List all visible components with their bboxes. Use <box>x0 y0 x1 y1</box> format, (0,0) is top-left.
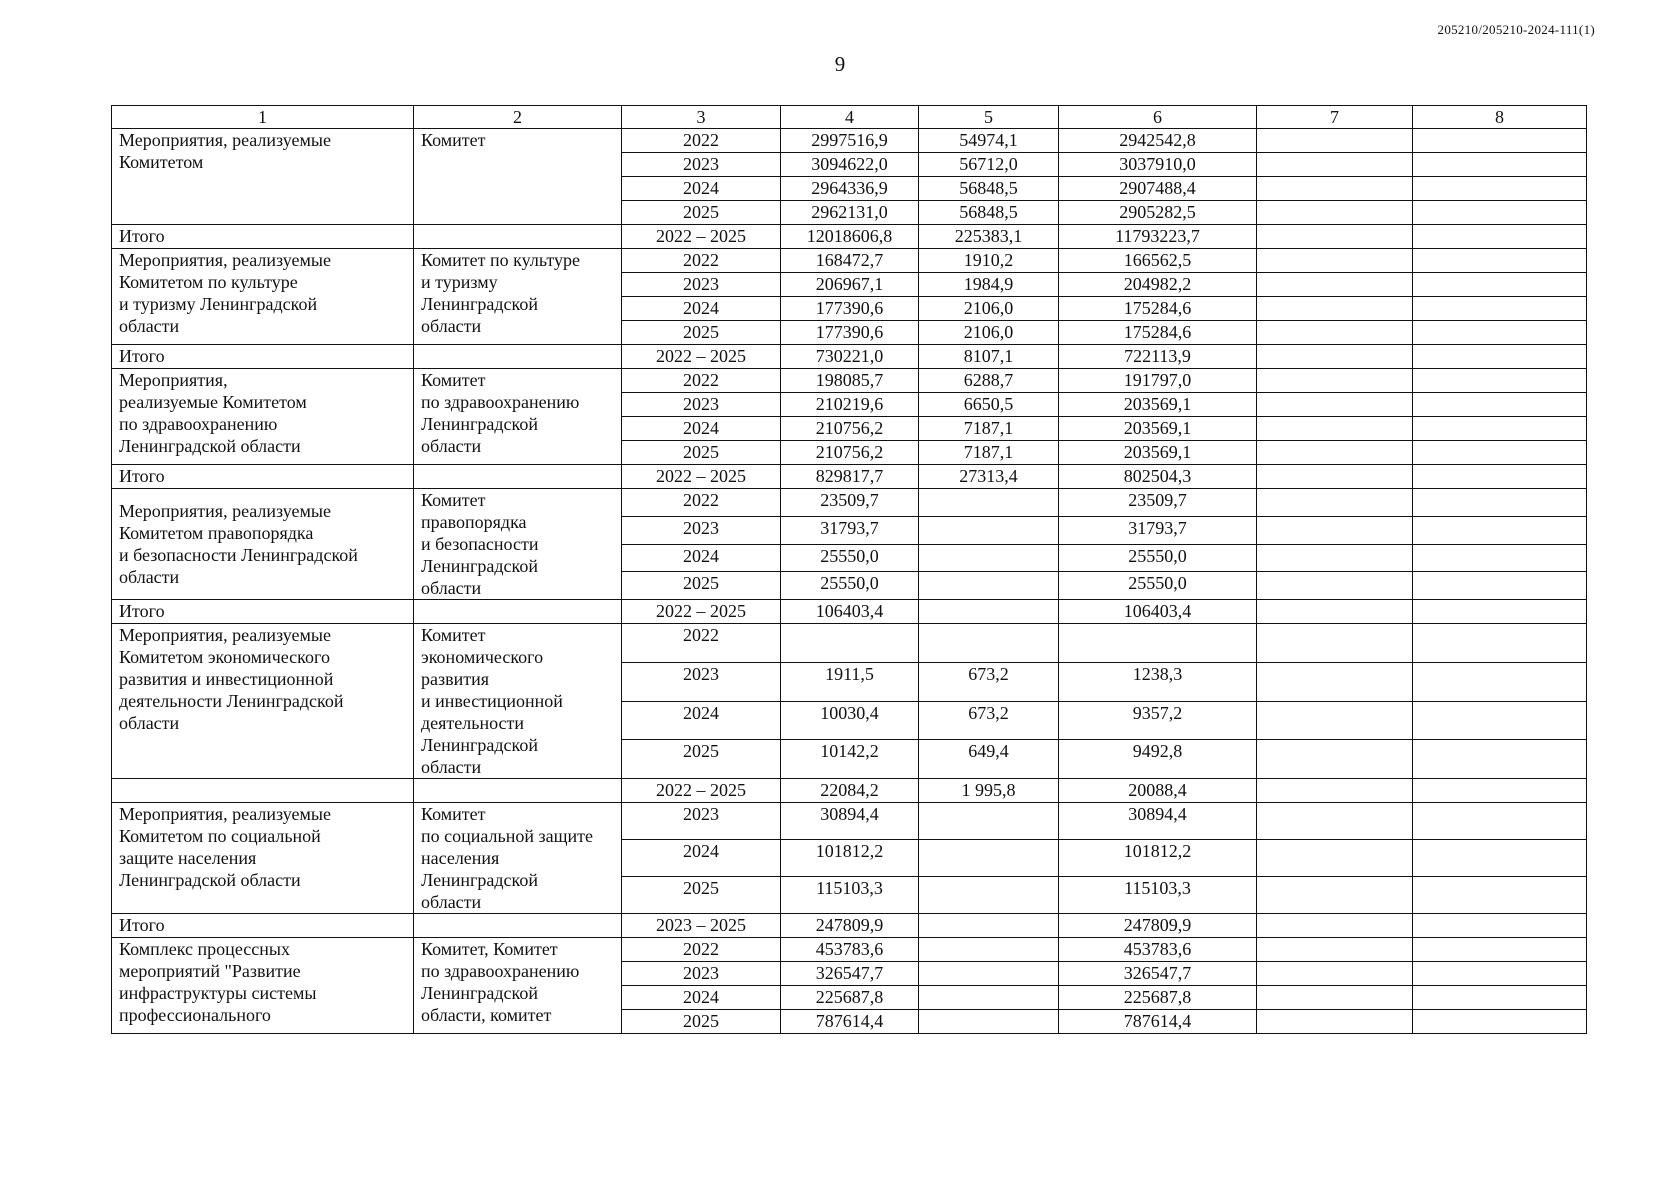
table-row <box>112 369 1587 393</box>
executor-name: Комитет по социальной защите населения Ленинградской области <box>414 803 622 914</box>
year-cell: 2025 <box>622 1010 781 1034</box>
amount-col5-cell: 56848,5 <box>919 201 1059 225</box>
amount-col5-cell: 27313,4 <box>919 465 1059 489</box>
total-amount-cell: 168472,7 <box>781 249 919 273</box>
year-cell: 2024 <box>622 840 781 877</box>
amount-col8-cell <box>1413 465 1587 489</box>
amount-col8-cell <box>1413 840 1587 877</box>
executor-name: Комитет <box>414 129 622 225</box>
year-cell: 2023 <box>622 516 781 544</box>
amount-col6-cell: 1238,3 <box>1059 662 1257 701</box>
amount-col7-cell <box>1257 1010 1413 1034</box>
total-amount-cell: 829817,7 <box>781 465 919 489</box>
amount-col7-cell <box>1257 877 1413 914</box>
amount-col8-cell <box>1413 369 1587 393</box>
amount-col5-cell <box>919 489 1059 517</box>
amount-col6-cell: 204982,2 <box>1059 273 1257 297</box>
amount-col8-cell <box>1413 177 1587 201</box>
year-cell: 2022 <box>622 369 781 393</box>
total-amount-cell: 177390,6 <box>781 297 919 321</box>
empty-cell <box>414 345 622 369</box>
amount-col7-cell <box>1257 840 1413 877</box>
total-amount-cell: 225687,8 <box>781 986 919 1010</box>
amount-col7-cell <box>1257 153 1413 177</box>
table-row <box>112 489 1587 517</box>
year-cell: 2023 <box>622 153 781 177</box>
total-amount-cell: 115103,3 <box>781 877 919 914</box>
total-amount-cell: 25550,0 <box>781 572 919 600</box>
amount-col5-cell <box>919 1010 1059 1034</box>
activity-name: Комплекс процессных мероприятий "Развитие инфраструктуры системы профессионального <box>112 938 414 1034</box>
period-cell: 2022 – 2025 <box>622 779 781 803</box>
total-amount-cell: 210219,6 <box>781 393 919 417</box>
period-cell: 2022 – 2025 <box>622 600 781 624</box>
amount-col6-cell: 101812,2 <box>1059 840 1257 877</box>
activity-name: Мероприятия, реализуемые Комитетом по здравоохранению Ленинградской области <box>112 369 414 465</box>
amount-col6-cell: 20088,4 <box>1059 779 1257 803</box>
year-cell: 2022 <box>622 938 781 962</box>
year-cell: 2023 <box>622 273 781 297</box>
year-cell: 2025 <box>622 321 781 345</box>
column-header: 4 <box>781 106 919 129</box>
executor-name: Комитет по здравоохранению Ленинградской области <box>414 369 622 465</box>
amount-col6-cell: 9357,2 <box>1059 701 1257 740</box>
amount-col8-cell <box>1413 1010 1587 1034</box>
total-amount-cell: 787614,4 <box>781 1010 919 1034</box>
empty-cell <box>414 779 622 803</box>
amount-col7-cell <box>1257 321 1413 345</box>
executor-name: Комитет экономического развития и инвестиционной деятельности Ленинградской области <box>414 624 622 779</box>
amount-col5-cell <box>919 986 1059 1010</box>
amount-col7-cell <box>1257 779 1413 803</box>
amount-col6-cell: 191797,0 <box>1059 369 1257 393</box>
total-amount-cell: 730221,0 <box>781 345 919 369</box>
amount-col5-cell <box>919 624 1059 663</box>
amount-col8-cell <box>1413 986 1587 1010</box>
executor-name: Комитет, Комитет по здравоохранению Ленинградской области, комитет <box>414 938 622 1034</box>
amount-col5-cell: 8107,1 <box>919 345 1059 369</box>
amount-col5-cell: 54974,1 <box>919 129 1059 153</box>
amount-col8-cell <box>1413 624 1587 663</box>
amount-col7-cell <box>1257 740 1413 779</box>
amount-col6-cell: 787614,4 <box>1059 1010 1257 1034</box>
total-amount-cell: 10030,4 <box>781 701 919 740</box>
amount-col8-cell <box>1413 803 1587 840</box>
amount-col8-cell <box>1413 779 1587 803</box>
amount-col5-cell: 2106,0 <box>919 321 1059 345</box>
column-header: 5 <box>919 106 1059 129</box>
period-cell: 2022 – 2025 <box>622 225 781 249</box>
amount-col7-cell <box>1257 600 1413 624</box>
total-label <box>112 779 414 803</box>
amount-col8-cell <box>1413 572 1587 600</box>
total-amount-cell: 2962131,0 <box>781 201 919 225</box>
total-amount-cell: 30894,4 <box>781 803 919 840</box>
amount-col7-cell <box>1257 803 1413 840</box>
page-number: 9 <box>834 52 846 76</box>
total-amount-cell: 31793,7 <box>781 516 919 544</box>
table-row <box>112 129 1587 153</box>
amount-col7-cell <box>1257 393 1413 417</box>
empty-cell <box>414 465 622 489</box>
total-row <box>112 465 1587 489</box>
amount-col8-cell <box>1413 516 1587 544</box>
amount-col5-cell: 649,4 <box>919 740 1059 779</box>
amount-col7-cell <box>1257 345 1413 369</box>
amount-col7-cell <box>1257 177 1413 201</box>
total-amount-cell: 22084,2 <box>781 779 919 803</box>
year-cell: 2022 <box>622 249 781 273</box>
total-label: Итого <box>112 465 414 489</box>
amount-col8-cell <box>1413 297 1587 321</box>
document-code: 205210/205210-2024-111(1) <box>1437 22 1595 37</box>
amount-col7-cell <box>1257 572 1413 600</box>
amount-col8-cell <box>1413 393 1587 417</box>
amount-col7-cell <box>1257 914 1413 938</box>
amount-col6-cell: 225687,8 <box>1059 986 1257 1010</box>
amount-col6-cell: 9492,8 <box>1059 740 1257 779</box>
amount-col5-cell <box>919 962 1059 986</box>
total-amount-cell: 2964336,9 <box>781 177 919 201</box>
amount-col6-cell: 175284,6 <box>1059 297 1257 321</box>
amount-col8-cell <box>1413 544 1587 572</box>
amount-col6-cell: 203569,1 <box>1059 441 1257 465</box>
amount-col8-cell <box>1413 249 1587 273</box>
amount-col8-cell <box>1413 273 1587 297</box>
column-header: 3 <box>622 106 781 129</box>
table-row <box>112 938 1587 962</box>
amount-col6-cell: 2907488,4 <box>1059 177 1257 201</box>
column-header: 8 <box>1413 106 1587 129</box>
amount-col7-cell <box>1257 624 1413 663</box>
amount-col5-cell: 673,2 <box>919 662 1059 701</box>
empty-cell <box>414 225 622 249</box>
total-row <box>112 225 1587 249</box>
amount-col8-cell <box>1413 345 1587 369</box>
amount-col7-cell <box>1257 465 1413 489</box>
total-amount-cell <box>781 624 919 663</box>
amount-col7-cell <box>1257 544 1413 572</box>
amount-col6-cell: 175284,6 <box>1059 321 1257 345</box>
amount-col5-cell <box>919 516 1059 544</box>
amount-col6-cell: 247809,9 <box>1059 914 1257 938</box>
year-cell: 2023 <box>622 393 781 417</box>
amount-col8-cell <box>1413 914 1587 938</box>
amount-col5-cell <box>919 572 1059 600</box>
total-amount-cell: 25550,0 <box>781 544 919 572</box>
amount-col5-cell: 673,2 <box>919 701 1059 740</box>
table-row <box>112 249 1587 273</box>
amount-col7-cell <box>1257 297 1413 321</box>
amount-col7-cell <box>1257 662 1413 701</box>
amount-col5-cell: 56712,0 <box>919 153 1059 177</box>
executor-name: Комитет по культуре и туризму Ленинградской области <box>414 249 622 345</box>
amount-col8-cell <box>1413 740 1587 779</box>
year-cell: 2025 <box>622 877 781 914</box>
column-header: 2 <box>414 106 622 129</box>
total-row <box>112 779 1587 803</box>
amount-col5-cell <box>919 840 1059 877</box>
amount-col6-cell: 166562,5 <box>1059 249 1257 273</box>
year-cell: 2022 <box>622 624 781 663</box>
year-cell: 2025 <box>622 201 781 225</box>
total-amount-cell: 2997516,9 <box>781 129 919 153</box>
year-cell: 2024 <box>622 986 781 1010</box>
amount-col8-cell <box>1413 877 1587 914</box>
amount-col6-cell: 326547,7 <box>1059 962 1257 986</box>
budget-table <box>111 105 1587 1034</box>
amount-col6-cell: 2905282,5 <box>1059 201 1257 225</box>
total-row <box>112 345 1587 369</box>
total-label: Итого <box>112 600 414 624</box>
total-amount-cell: 177390,6 <box>781 321 919 345</box>
year-cell: 2025 <box>622 441 781 465</box>
amount-col8-cell <box>1413 225 1587 249</box>
total-amount-cell: 1911,5 <box>781 662 919 701</box>
amount-col6-cell: 115103,3 <box>1059 877 1257 914</box>
total-amount-cell: 206967,1 <box>781 273 919 297</box>
amount-col7-cell <box>1257 369 1413 393</box>
amount-col8-cell <box>1413 701 1587 740</box>
amount-col5-cell: 2106,0 <box>919 297 1059 321</box>
amount-col5-cell <box>919 600 1059 624</box>
total-label: Итого <box>112 914 414 938</box>
activity-name: Мероприятия, реализуемые Комитетом правопорядка и безопасности Ленинградской области <box>112 489 414 600</box>
amount-col7-cell <box>1257 417 1413 441</box>
amount-col5-cell <box>919 877 1059 914</box>
amount-col6-cell: 802504,3 <box>1059 465 1257 489</box>
total-amount-cell: 326547,7 <box>781 962 919 986</box>
amount-col8-cell <box>1413 441 1587 465</box>
executor-name: Комитет правопорядка и безопасности Ленинградской области <box>414 489 622 600</box>
amount-col5-cell: 7187,1 <box>919 417 1059 441</box>
amount-col8-cell <box>1413 489 1587 517</box>
total-amount-cell: 210756,2 <box>781 441 919 465</box>
amount-col7-cell <box>1257 938 1413 962</box>
column-header: 6 <box>1059 106 1257 129</box>
amount-col7-cell <box>1257 441 1413 465</box>
total-label: Итого <box>112 225 414 249</box>
year-cell: 2024 <box>622 701 781 740</box>
activity-name: Мероприятия, реализуемые Комитетом по культуре и туризму Ленинградской области <box>112 249 414 345</box>
amount-col7-cell <box>1257 273 1413 297</box>
amount-col6-cell <box>1059 624 1257 663</box>
total-amount-cell: 12018606,8 <box>781 225 919 249</box>
year-cell: 2024 <box>622 544 781 572</box>
column-header: 1 <box>112 106 414 129</box>
amount-col5-cell <box>919 938 1059 962</box>
amount-col6-cell: 722113,9 <box>1059 345 1257 369</box>
year-cell: 2025 <box>622 740 781 779</box>
amount-col5-cell <box>919 914 1059 938</box>
period-cell: 2022 – 2025 <box>622 465 781 489</box>
amount-col5-cell: 6288,7 <box>919 369 1059 393</box>
total-amount-cell: 247809,9 <box>781 914 919 938</box>
amount-col8-cell <box>1413 153 1587 177</box>
amount-col7-cell <box>1257 249 1413 273</box>
total-amount-cell: 3094622,0 <box>781 153 919 177</box>
amount-col7-cell <box>1257 701 1413 740</box>
amount-col8-cell <box>1413 962 1587 986</box>
amount-col5-cell: 225383,1 <box>919 225 1059 249</box>
amount-col7-cell <box>1257 225 1413 249</box>
activity-name: Мероприятия, реализуемые Комитетом <box>112 129 414 225</box>
amount-col8-cell <box>1413 938 1587 962</box>
year-cell: 2024 <box>622 297 781 321</box>
total-amount-cell: 10142,2 <box>781 740 919 779</box>
total-amount-cell: 453783,6 <box>781 938 919 962</box>
year-cell: 2024 <box>622 417 781 441</box>
year-cell: 2022 <box>622 489 781 517</box>
amount-col7-cell <box>1257 986 1413 1010</box>
header-row <box>112 106 1587 129</box>
amount-col6-cell: 203569,1 <box>1059 417 1257 441</box>
year-cell: 2023 <box>622 962 781 986</box>
total-label: Итого <box>112 345 414 369</box>
amount-col8-cell <box>1413 600 1587 624</box>
amount-col6-cell: 23509,7 <box>1059 489 1257 517</box>
amount-col7-cell <box>1257 516 1413 544</box>
amount-col6-cell: 2942542,8 <box>1059 129 1257 153</box>
amount-col7-cell <box>1257 201 1413 225</box>
amount-col8-cell <box>1413 662 1587 701</box>
amount-col8-cell <box>1413 129 1587 153</box>
total-amount-cell: 101812,2 <box>781 840 919 877</box>
amount-col6-cell: 11793223,7 <box>1059 225 1257 249</box>
amount-col6-cell: 3037910,0 <box>1059 153 1257 177</box>
table-row <box>112 803 1587 840</box>
amount-col6-cell: 453783,6 <box>1059 938 1257 962</box>
amount-col7-cell <box>1257 129 1413 153</box>
total-amount-cell: 198085,7 <box>781 369 919 393</box>
amount-col7-cell <box>1257 489 1413 517</box>
table-row <box>112 624 1587 663</box>
amount-col6-cell: 30894,4 <box>1059 803 1257 840</box>
activity-name: Мероприятия, реализуемые Комитетом экономического развития и инвестиционной деятельности Ленинградской области <box>112 624 414 779</box>
amount-col8-cell <box>1413 201 1587 225</box>
year-cell: 2023 <box>622 803 781 840</box>
amount-col5-cell <box>919 544 1059 572</box>
amount-col5-cell: 1984,9 <box>919 273 1059 297</box>
total-amount-cell: 23509,7 <box>781 489 919 517</box>
column-header: 7 <box>1257 106 1413 129</box>
amount-col8-cell <box>1413 417 1587 441</box>
amount-col6-cell: 31793,7 <box>1059 516 1257 544</box>
amount-col6-cell: 25550,0 <box>1059 572 1257 600</box>
amount-col8-cell <box>1413 321 1587 345</box>
amount-col5-cell: 7187,1 <box>919 441 1059 465</box>
amount-col6-cell: 25550,0 <box>1059 544 1257 572</box>
empty-cell <box>414 600 622 624</box>
total-amount-cell: 106403,4 <box>781 600 919 624</box>
activity-name: Мероприятия, реализуемые Комитетом по социальной защите населения Ленинградской области <box>112 803 414 914</box>
amount-col5-cell: 1910,2 <box>919 249 1059 273</box>
period-cell: 2023 – 2025 <box>622 914 781 938</box>
amount-col5-cell <box>919 803 1059 840</box>
year-cell: 2025 <box>622 572 781 600</box>
year-cell: 2024 <box>622 177 781 201</box>
empty-cell <box>414 914 622 938</box>
total-row <box>112 914 1587 938</box>
amount-col5-cell: 6650,5 <box>919 393 1059 417</box>
year-cell: 2023 <box>622 662 781 701</box>
total-row <box>112 600 1587 624</box>
amount-col5-cell: 56848,5 <box>919 177 1059 201</box>
year-cell: 2022 <box>622 129 781 153</box>
total-amount-cell: 210756,2 <box>781 417 919 441</box>
amount-col6-cell: 203569,1 <box>1059 393 1257 417</box>
amount-col7-cell <box>1257 962 1413 986</box>
period-cell: 2022 – 2025 <box>622 345 781 369</box>
amount-col5-cell: 1 995,8 <box>919 779 1059 803</box>
amount-col6-cell: 106403,4 <box>1059 600 1257 624</box>
